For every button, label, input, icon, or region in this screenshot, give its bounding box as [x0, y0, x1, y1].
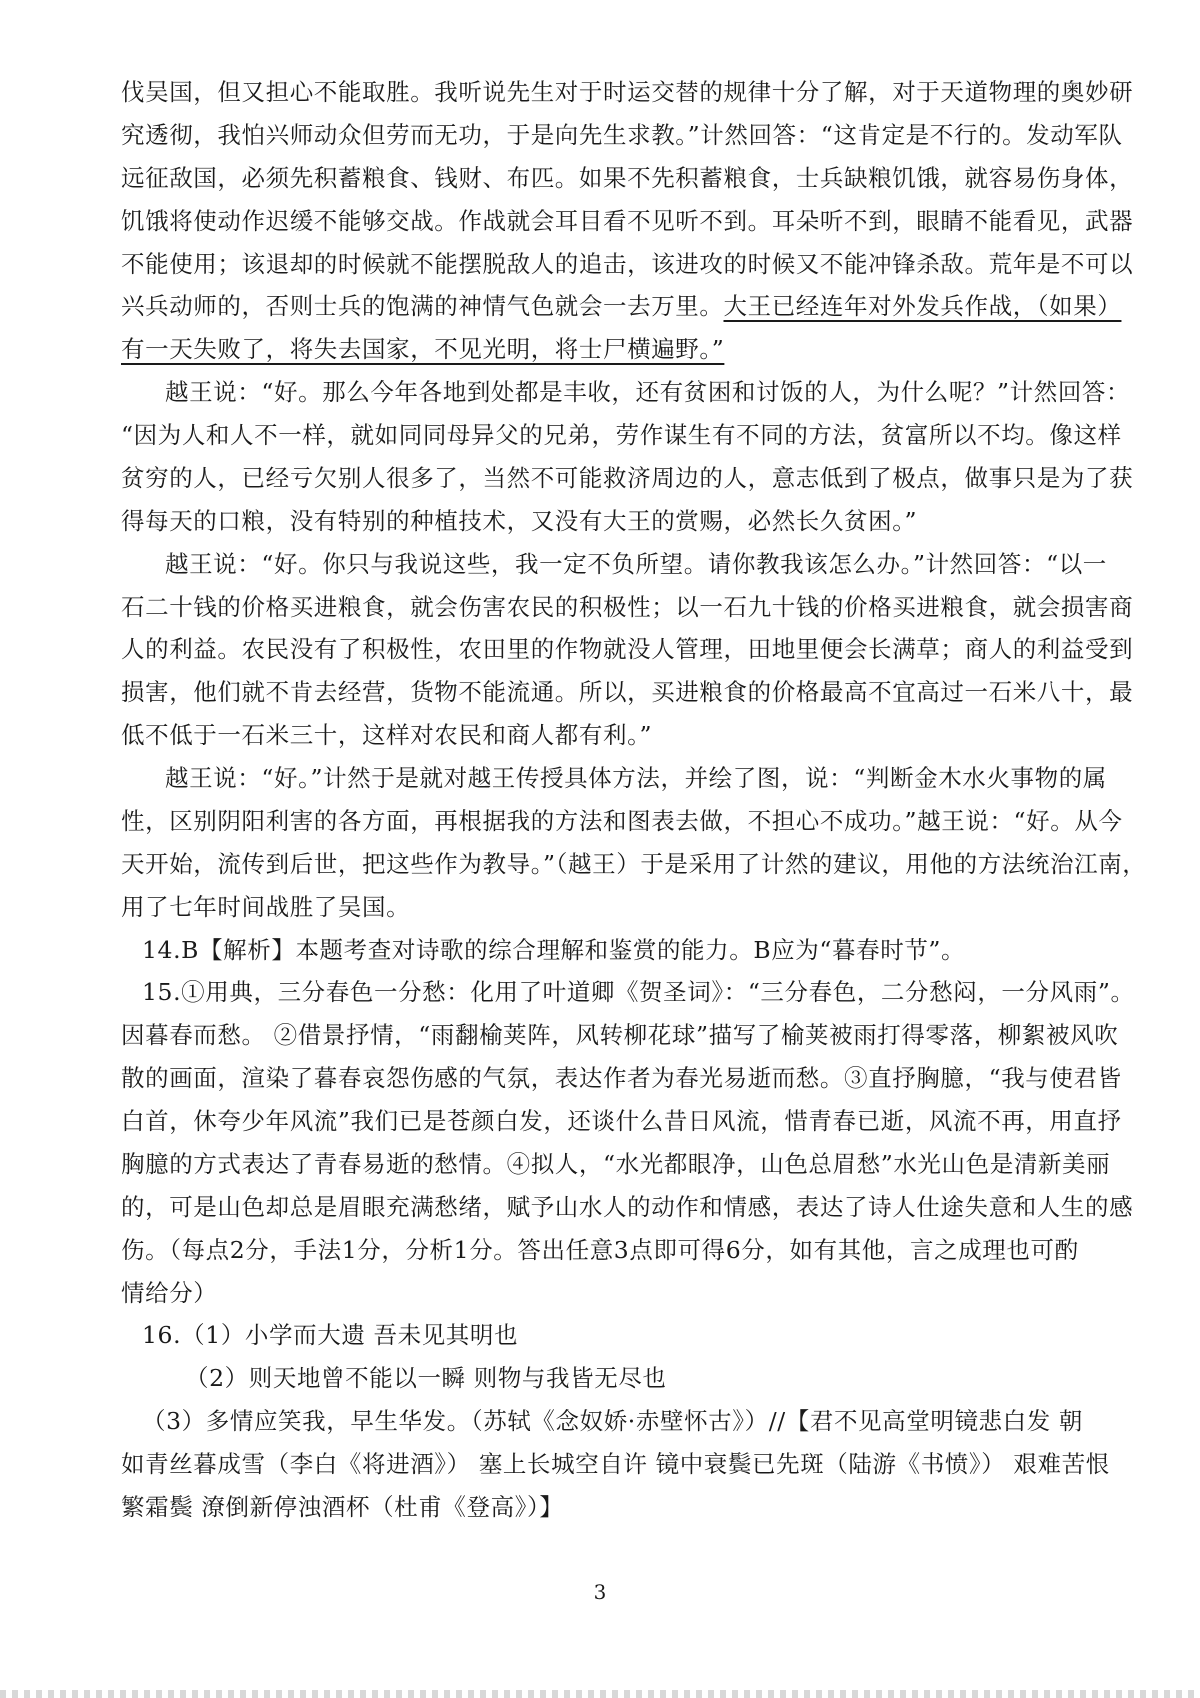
text-segment: 16.（1）小学而大遗 吾未见其明也	[142, 1321, 519, 1350]
text-segment: 饥饿将使动作迟缓不能够交战。作战就会耳目看不见听不到。耳朵听不到，眼睛不能看见，武器	[121, 206, 1134, 235]
text-segment: 低不低于一石米三十，这样对农民和商人都有利。”	[121, 721, 653, 750]
text-line	[121, 1482, 1079, 1532]
text-segment: 有一天失败了，将失去国家，不见光明，将士尸横遍野。”	[121, 335, 725, 364]
text-segment: 15.①用典，三分春色一分愁：化用了叶道卿《贺圣词》：“三分春色，二分愁闷，一分风雨”。	[142, 978, 1135, 1007]
text-segment: 繁霜鬓 潦倒新停浊酒杯（杜甫《登高》）】	[121, 1493, 564, 1521]
text-segment: 贫穷的人，已经亏欠别人很多了，当然不可能救济周边的人，意志低到了极点，做事只是为了获	[121, 463, 1134, 492]
text-segment: “因为人和人不一样，就如同同母异父的兄弟，劳作谋生有不同的方法，贫富所以不均。像这样	[121, 421, 1122, 450]
text-segment: 石二十钱的价格买进粮食，就会伤害农民的积极性；以一石九十钱的价格买进粮食，就会损害商	[121, 592, 1134, 621]
text-segment: 白首，休夸少年风流”我们已是苍颜白发，还谈什么昔日风流，惜青春已逝，风流不再，用直抒	[121, 1107, 1122, 1136]
text-segment: 天开始，流传到后世，把这些作为教导。”（越王）于是采用了计然的建议，用他的方法统治江南，	[121, 849, 1147, 878]
text-segment: 越王说：“好。那么今年各地到处都是丰收，还有贫困和讨饭的人，为什么呢？”计然回答：	[165, 378, 1131, 407]
text-segment: 得每天的口粮，没有特别的种植技术，又没有大王的赏赐，必然长久贫困。”	[121, 506, 918, 535]
scan-edge	[0, 1690, 1200, 1698]
text-segment: 用了七年时间战胜了吴国。	[121, 892, 411, 921]
text-segment: 远征敌国，必须先积蓄粮食、钱财、布匹。如果不先积蓄粮食，士兵缺粮饥饿，就容易伤身体，	[121, 163, 1134, 192]
page-number: 3	[593, 1580, 607, 1604]
text-segment: 越王说：“好。你只与我说这些，我一定不负所望。请你教我该怎么办。”计然回答：“以一	[165, 549, 1107, 578]
text-segment: 14.B【解析】本题考查对诗歌的综合理解和鉴赏的能力。B应为“暮春时节”。	[142, 935, 966, 964]
text-segment: 胸臆的方式表达了青春易逝的愁情。④拟人，“水光都眼净，山色总眉愁”水光山色是清新美丽	[121, 1149, 1111, 1178]
text-segment: 伤。（每点2分，手法1分，分析1分。答出任意3点即可得6分，如有其他，言之成理也可酌	[121, 1235, 1079, 1264]
text-segment: 性，区别阴阳利害的各方面，再根据我的方法和图表去做，不担心不成功。”越王说：“好。从今	[121, 806, 1123, 835]
text-segment: 损害，他们就不肯去经营，货物不能流通。所以，买进粮食的价格最高不宜高过一石米八十，最	[121, 678, 1134, 707]
text-segment: （3）多情应笑我，早生华发。（苏轼《念奴娇·赤壁怀古》）//【君不见高堂明镜悲白发 朝	[142, 1407, 1084, 1436]
text-segment: 的，可是山色却总是眉眼充满愁绪，赋予山水人的动作和情感，表达了诗人仕途失意和人生的感	[121, 1192, 1134, 1221]
text-segment: 如青丝暮成雪（李白《将进酒》） 塞上长城空自许 镜中衰鬓已先斑（陆游《书愤》） 艰难苦恨	[121, 1450, 1110, 1479]
text-segment: 散的画面，渲染了暮春哀怨伤感的气氛，表达作者为春光易逝而愁。③直抒胸臆，“我与使君皆	[121, 1064, 1122, 1093]
text-segment: 越王说：“好。”计然于是就对越王传授具体方法，并绘了图，说：“判断金木水火事物的属	[165, 764, 1107, 793]
text-segment: 不能使用；该退却的时候就不能摆脱敌人的追击，该进攻的时候又不能冲锋杀敌。荒年是不可以	[121, 249, 1134, 278]
text-segment: 兴兵动师的，否则士兵的饱满的神情气色就会一去万里。	[121, 292, 724, 321]
text-segment: 人的利益。农民没有了积极性，农田里的作物就没人管理，田地里便会长满草；商人的利益受到	[121, 635, 1134, 664]
text-segment: 情给分）	[121, 1278, 218, 1307]
text-segment: 大王已经连年对外发兵作战，（如果）	[723, 292, 1122, 321]
text-segment: （2）则天地曾不能以一瞬 则物与我皆无尽也	[185, 1364, 667, 1393]
text-segment: 伐吴国，但又担心不能取胜。我听说先生对于时运交替的规律十分了解，对于天道物理的奥妙研	[121, 78, 1134, 106]
text-segment: 究透彻，我怕兴师动众但劳而无功，于是向先生求教。”计然回答：“这肯定是不行的。发动军队	[121, 120, 1123, 149]
text-segment: 因暮春而愁。 ②借景抒情，“雨翻榆荚阵，风转柳花球”描写了榆荚被雨打得零落，柳絮被风吹	[121, 1021, 1119, 1050]
